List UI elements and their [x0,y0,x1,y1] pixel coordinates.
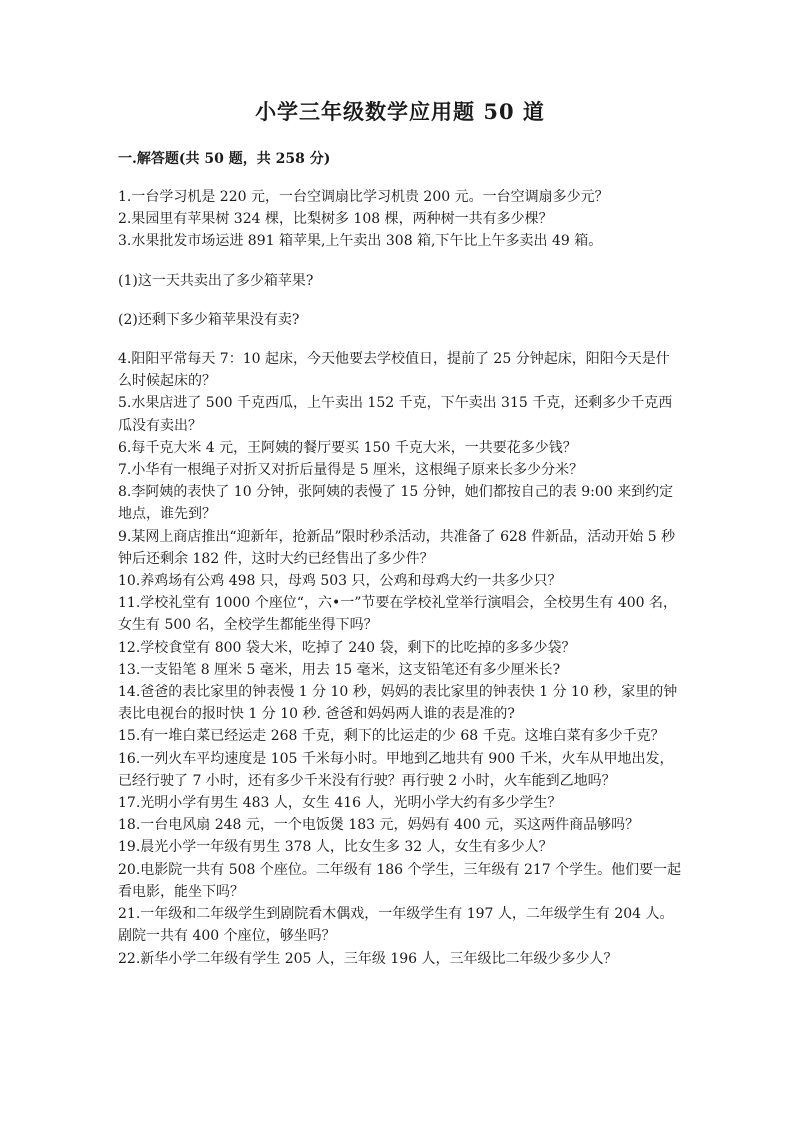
question-item: 4.阳阳平常每天 7：10 起床，今天他要去学校值日，提前了 25 分钟起床，阳阳今天是什么时候起床的？ [118,351,670,390]
question-item: 7.小华有一根绳子对折又对折后量得是 5 厘米，这根绳子原来长多少分米？ [118,462,584,479]
question-item: 3.水果批发市场运进 891 箱苹果,上午卖出 308 箱,下午比上午多卖出 49 箱。 [118,233,603,250]
question-item: 2.果园里有苹果树 324 棵，比梨树多 108 棵，两种树一共有多少棵？ [118,211,553,228]
section-heading: 一.解答题(共 50 题，共 258 分) [118,151,331,167]
question-item: 11.学校礼堂有 1000 个座位“，六•一”节要在学校礼堂举行演唱会，全校男生有 400 名，女生有 500 名，全校学生都能坐得下吗？ [118,595,677,634]
question-item: 18.一台电风扇 248 元，一个电饭煲 183 元，妈妈有 400 元，买这两件商品够吗？ [118,817,640,834]
question-item: 13.一支铅笔 8 厘米 5 毫米，用去 15 毫米，这支铅笔还有多少厘米长? [118,661,561,678]
question-item: 12.学校食堂有 800 袋大米，吃掉了 240 袋，剩下的比吃掉的多多少袋？ [118,639,576,656]
question-item: 6.每千克大米 4 元，王阿姨的餐厅要买 150 千克大米，一共要花多少钱？ [118,439,577,456]
question-item: 8.李阿姨的表快了 10 分钟，张阿姨的表慢了 15 分钟，她们都按自己的表 9:00 来到约定地点，谁先到？ [118,484,674,523]
page-title: 小学三年级数学应用题 50 道 [255,99,545,124]
question-item: 16.一列火车平均速度是 105 千米每小时。甲地到乙地共有 900 千米，火车从甲地出发，已经行驶了 7 小时，还有多少千米没有行驶？再行驶 2 小时，火车能到乙地吗？ [118,750,674,789]
question-item: 22.新华小学二年级有学生 205 人，三年级 196 人，三年级比二年级少多少人？ [118,950,618,967]
sub-question-item: (2)还剩下多少箱苹果没有卖? [118,311,300,328]
question-item: 5.水果店进了 500 千克西瓜，上午卖出 152 千克，下午卖出 315 千克，还剩多少千克西瓜没有卖出？ [118,395,673,434]
question-item: 14.爸爸的表比家里的钟表慢 1 分 10 秒，妈妈的表比家里的钟表快 1 分 10 秒，家里的钟表比电视台的报时快 1 分 10 秒. 爸爸和妈妈两人谁的表是准的? [118,684,678,723]
question-item: 9.某网上商店推出“迎新年，抢新品”限时秒杀活动，共准备了 628 件新品，活动开始 5 秒钟后还剩余 182 件，这时大约已经售出了多少件？ [118,528,676,567]
question-item: 15.有一堆白菜已经运走 268 千克，剩下的比运走的少 68 千克。这堆白菜有多少千克？ [118,728,665,745]
question-item: 20.电影院一共有 508 个座位。二年级有 186 个学生，三年级有 217 个学生。他们要一起看电影，能坐下吗？ [118,861,682,900]
question-item: 21.一年级和二年级学生到剧院看木偶戏，一年级学生有 197 人，二年级学生有 204 人。剧院一共有 400 个座位，够坐吗？ [118,906,674,945]
question-item: 17.光明小学有男生 483 人，女生 416 人，光明小学大约有多少学生？ [118,795,562,812]
question-item: 19.晨光小学一年级有男生 378 人，比女生多 32 人，女生有多少人？ [118,839,553,856]
sub-question-item: (1)这一天共卖出了多少箱苹果? [118,272,314,289]
question-item: 10.养鸡场有公鸡 498 只，母鸡 503 只，公鸡和母鸡大约一共多少只？ [118,573,562,590]
question-item: 1.一台学习机是 220 元，一台空调扇比学习机贵 200 元。一台空调扇多少元？ [118,189,609,205]
question-list [118,186,683,970]
